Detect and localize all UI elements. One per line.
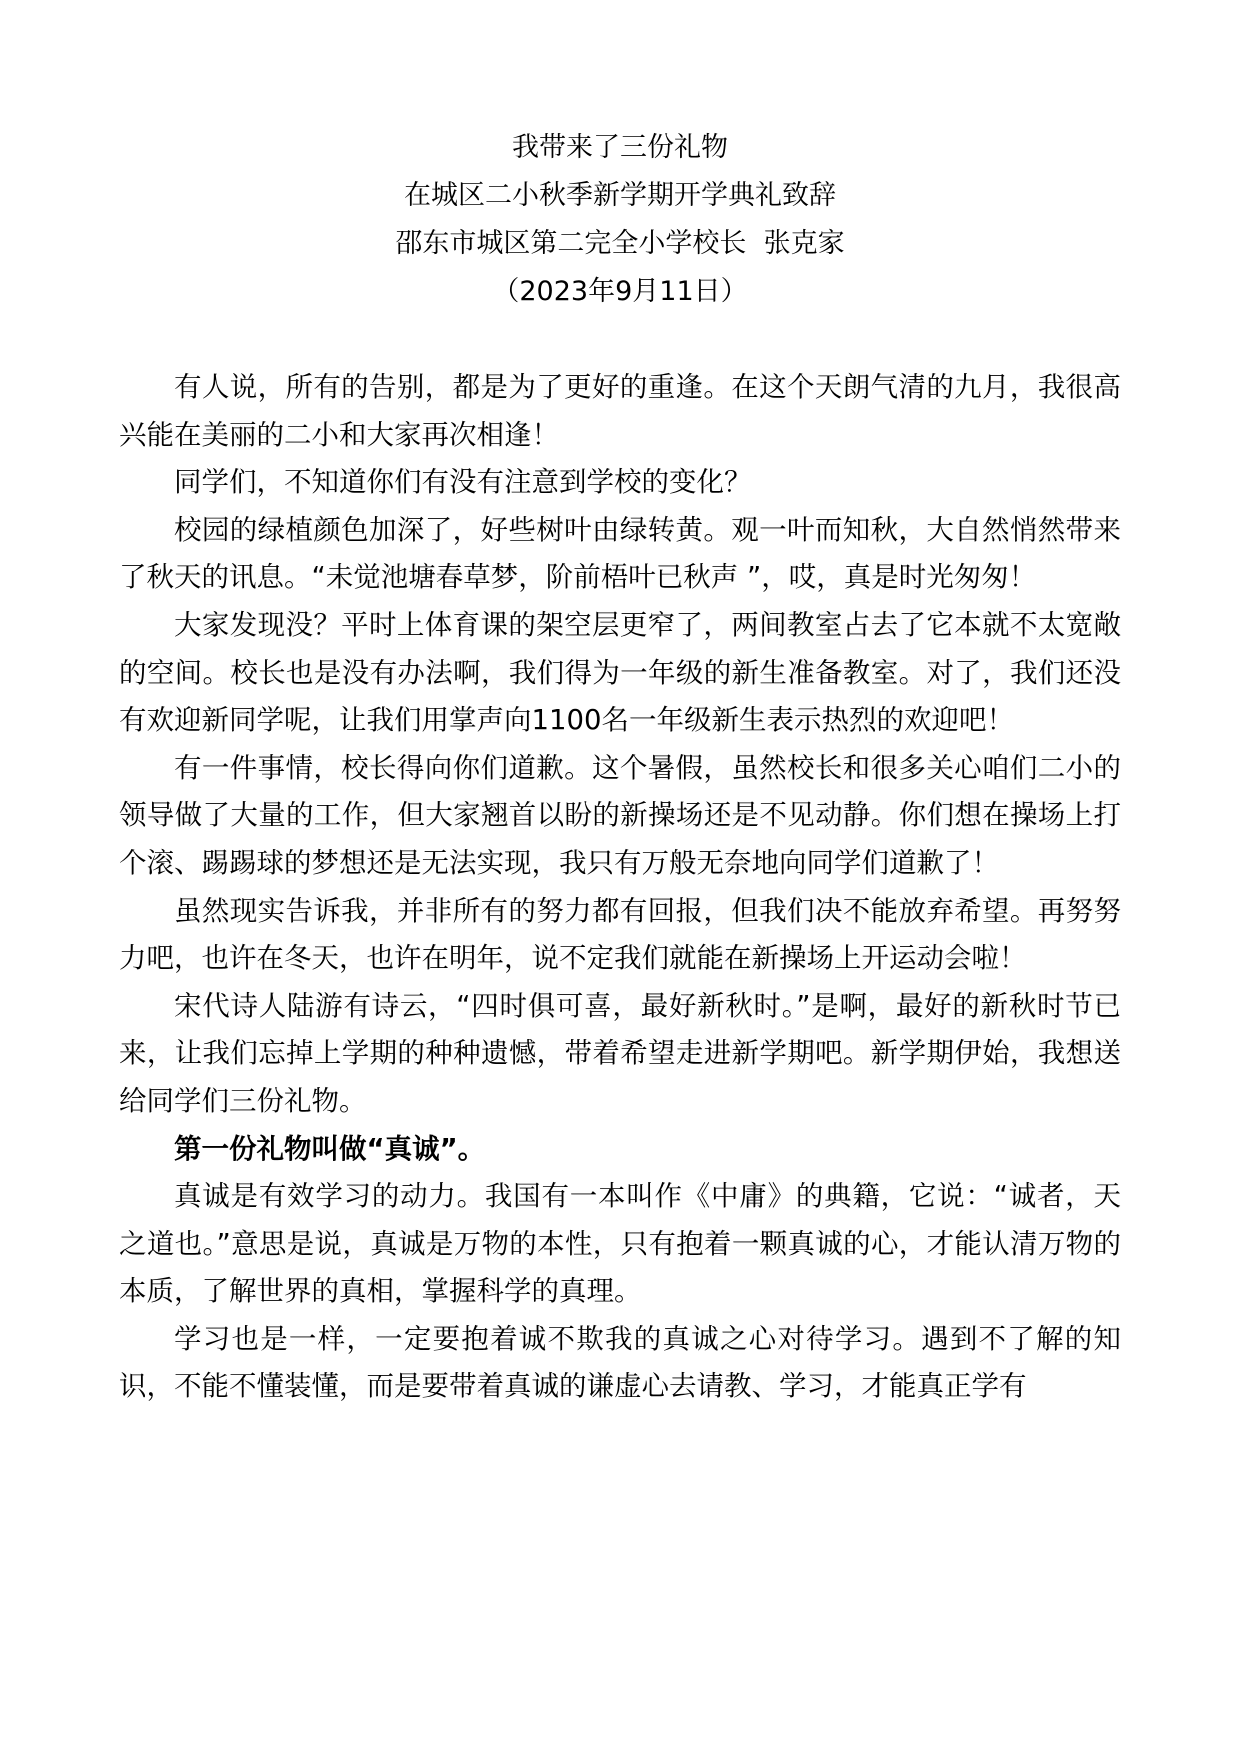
paragraph: 有人说，所有的告别，都是为了更好的重逢。在这个天朗气清的九月，我很高兴能在美丽的二小和大家再次相逢！ [119, 371, 1121, 451]
paragraph: 校园的绿植颜色加深了，好些树叶由绿转黄。观一叶而知秋，大自然悄然带来了秋天的讯息。“未觉池塘春草梦，阶前梧叶已秋声 ”，哎，真是时光匆匆！ [119, 513, 1121, 594]
section-heading: 第一份礼物叫做“真诚”。 [174, 1132, 486, 1165]
speech-header [0, 124, 1240, 316]
speech-subtitle: 在城区二小秋季新学期开学典礼致辞 [404, 180, 836, 211]
paragraph: 虽然现实告诉我，并非所有的努力都有回报，但我们决不能放弃希望。再努努力吧，也许在冬天，也许在明年，说不定我们就能在新操场上开运动会啦！ [119, 894, 1121, 975]
paragraph: 宋代诗人陆游有诗云，“四时俱可喜，最好新秋时。”是啊，最好的新秋时节已来，让我们忘掉上学期的种种遗憾，带着希望走进新学期吧。新学期伊始，我想送给同学们三份礼物。 [119, 989, 1121, 1117]
speech-date: （2023年9月11日） [492, 276, 748, 307]
paragraph: 同学们，不知道你们有没有注意到学校的变化？ [174, 466, 752, 499]
speech-author: 邵东市城区第二完全小学校长 张克家 [395, 228, 845, 259]
paragraph: 学习也是一样，一定要抱着诚不欺我的真诚之心对待学习。遇到不了解的知识，不能不懂装懂，而是要带着真诚的谦虚心去请教、学习，才能真正学有 [119, 1322, 1121, 1403]
speech-title: 我带来了三份礼物 [512, 132, 728, 163]
speech-body [119, 364, 1121, 1411]
paragraph: 有一件事情，校长得向你们道歉。这个暑假，虽然校长和很多关心咱们二小的领导做了大量的工作，但大家翘首以盼的新操场还是不见动静。你们想在操场上打个滚、踢踢球的梦想还是无法实现，我只有万般无奈地向同学们道歉了！ [119, 751, 1121, 879]
paragraph: 大家发现没？平时上体育课的架空层更窄了，两间教室占去了它本就不太宽敞的空间。校长也是没有办法啊，我们得为一年级的新生准备教室。对了，我们还没有欢迎新同学呢，让我们用掌声向1100名一年级新生表示热烈的欢迎吧！ [119, 608, 1121, 737]
paragraph: 真诚是有效学习的动力。我国有一本叫作《中庸》的典籍，它说：“诚者，天之道也。”意思是说，真诚是万物的本性，只有抱着一颗真诚的心，才能认清万物的本质，了解世界的真相，掌握科学的真理。 [119, 1180, 1121, 1308]
